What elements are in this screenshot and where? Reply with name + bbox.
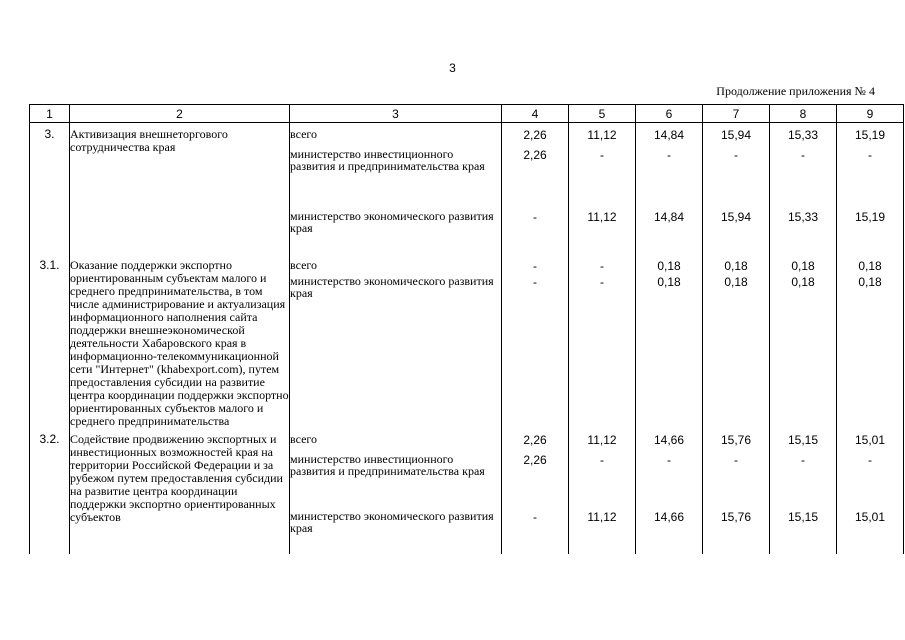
value-cell <box>502 123 569 255</box>
page-number: 3 <box>449 61 456 75</box>
value-cell <box>502 254 569 428</box>
value-cell <box>569 254 636 428</box>
column-header: 5 <box>569 105 636 123</box>
value-cell <box>770 254 837 428</box>
value: 15,76 <box>720 433 752 447</box>
value: - <box>533 210 537 224</box>
value: 15,01 <box>854 433 886 447</box>
value-cell <box>837 123 904 255</box>
column-number-row <box>30 105 904 123</box>
value: - <box>734 453 738 467</box>
column-header: 3 <box>290 105 502 123</box>
value: 14,84 <box>653 210 685 224</box>
value: 0,18 <box>657 275 681 289</box>
measure-name: Содействие продвижению экспортных и инвестиционных возможностей края на территории Российской Федерации и за рубежом путем предоставления субсидии на развитие центра координации поддержки экспортно ориентированных субъектов <box>70 428 290 554</box>
value: - <box>868 148 872 162</box>
column-header: 9 <box>837 105 904 123</box>
executor-label: министерство экономического развития края <box>290 274 494 300</box>
value-cell <box>703 254 770 428</box>
value-cell <box>569 428 636 554</box>
value: 15,33 <box>787 128 819 142</box>
value: 11,12 <box>587 510 617 524</box>
value: - <box>868 453 872 467</box>
value: - <box>600 275 604 289</box>
value: 0,18 <box>657 259 681 273</box>
executor-cell <box>290 428 502 554</box>
row-number: 3.2. <box>30 428 70 554</box>
value: - <box>667 453 671 467</box>
value-cell <box>837 254 904 428</box>
column-header: 8 <box>770 105 837 123</box>
column-header: 4 <box>502 105 569 123</box>
value: 0,18 <box>858 259 882 273</box>
value-cell <box>636 428 703 554</box>
value-cell <box>636 254 703 428</box>
value-cell <box>569 123 636 255</box>
value: 15,33 <box>787 210 819 224</box>
value-cell <box>703 123 770 255</box>
value-cell <box>837 428 904 554</box>
value: 14,66 <box>653 510 685 524</box>
value: 0,18 <box>858 275 882 289</box>
value: - <box>667 148 671 162</box>
executor-cell <box>290 123 502 255</box>
value: 15,01 <box>854 510 886 524</box>
value: 0,18 <box>724 259 748 273</box>
continuation-note: Продолжение приложения № 4 <box>716 84 875 98</box>
value: 0,18 <box>791 275 815 289</box>
executor-label: министерство экономического развития края <box>290 509 494 535</box>
value: 15,19 <box>854 210 886 224</box>
value: 11,12 <box>587 433 617 447</box>
value: 11,12 <box>587 210 617 224</box>
table-row <box>30 254 904 428</box>
value-cell <box>703 428 770 554</box>
table-row <box>30 428 904 554</box>
value: - <box>600 148 604 162</box>
value: - <box>600 259 604 273</box>
value: 15,19 <box>854 128 886 142</box>
executor-label: министерство инвестиционного развития и предпринимательства края <box>290 147 485 173</box>
value-cell <box>770 123 837 255</box>
value: 11,12 <box>587 128 617 142</box>
value: 2,26 <box>523 453 547 467</box>
executor-label: всего <box>290 127 318 141</box>
value: - <box>533 275 537 289</box>
value: 15,94 <box>720 210 752 224</box>
value: 14,84 <box>653 128 685 142</box>
value-cell <box>636 123 703 255</box>
value: - <box>734 148 738 162</box>
table-body <box>30 123 904 555</box>
value: - <box>533 259 537 273</box>
table-row <box>30 123 904 255</box>
value: 0,18 <box>791 259 815 273</box>
value: - <box>533 510 537 524</box>
executor-label: всего <box>290 258 318 272</box>
column-header: 2 <box>70 105 290 123</box>
column-header: 6 <box>636 105 703 123</box>
row-number: 3.1. <box>30 254 70 428</box>
value: 2,26 <box>523 148 547 162</box>
executor-label: министерство инвестиционного развития и предпринимательства края <box>290 452 485 478</box>
row-number: 3. <box>30 123 70 255</box>
value: 0,18 <box>724 275 748 289</box>
measure-name: Активизация внешнеторгового сотрудничества края <box>70 123 290 255</box>
executor-label: министерство экономического развития края <box>290 209 494 235</box>
value-cell <box>770 428 837 554</box>
value: 15,15 <box>787 433 819 447</box>
value: 15,76 <box>720 510 752 524</box>
executor-label: всего <box>290 432 318 446</box>
executor-cell <box>290 254 502 428</box>
value: - <box>801 148 805 162</box>
column-header: 7 <box>703 105 770 123</box>
value: 15,94 <box>720 128 752 142</box>
value: - <box>600 453 604 467</box>
value: - <box>801 453 805 467</box>
column-header: 1 <box>30 105 70 123</box>
value-cell <box>502 428 569 554</box>
value: 15,15 <box>787 510 819 524</box>
measure-name: Оказание поддержки экспортно ориентированным субъектам малого и среднего предпринимательства, в том числе администрирование и актуализация информационного наполнения сайта поддержки внешнеэкономической деятельности Хабаровского края в информационно-телекоммуникационной сети "Интернет" (khabexport.com), путем предоставления субсидии на развитие центра координации поддержки экспортно ориентированных субъектов малого и среднего предпринимательства <box>70 254 290 428</box>
program-table <box>29 104 904 554</box>
value: 14,66 <box>653 433 685 447</box>
value: 2,26 <box>523 128 547 142</box>
value: 2,26 <box>523 433 547 447</box>
